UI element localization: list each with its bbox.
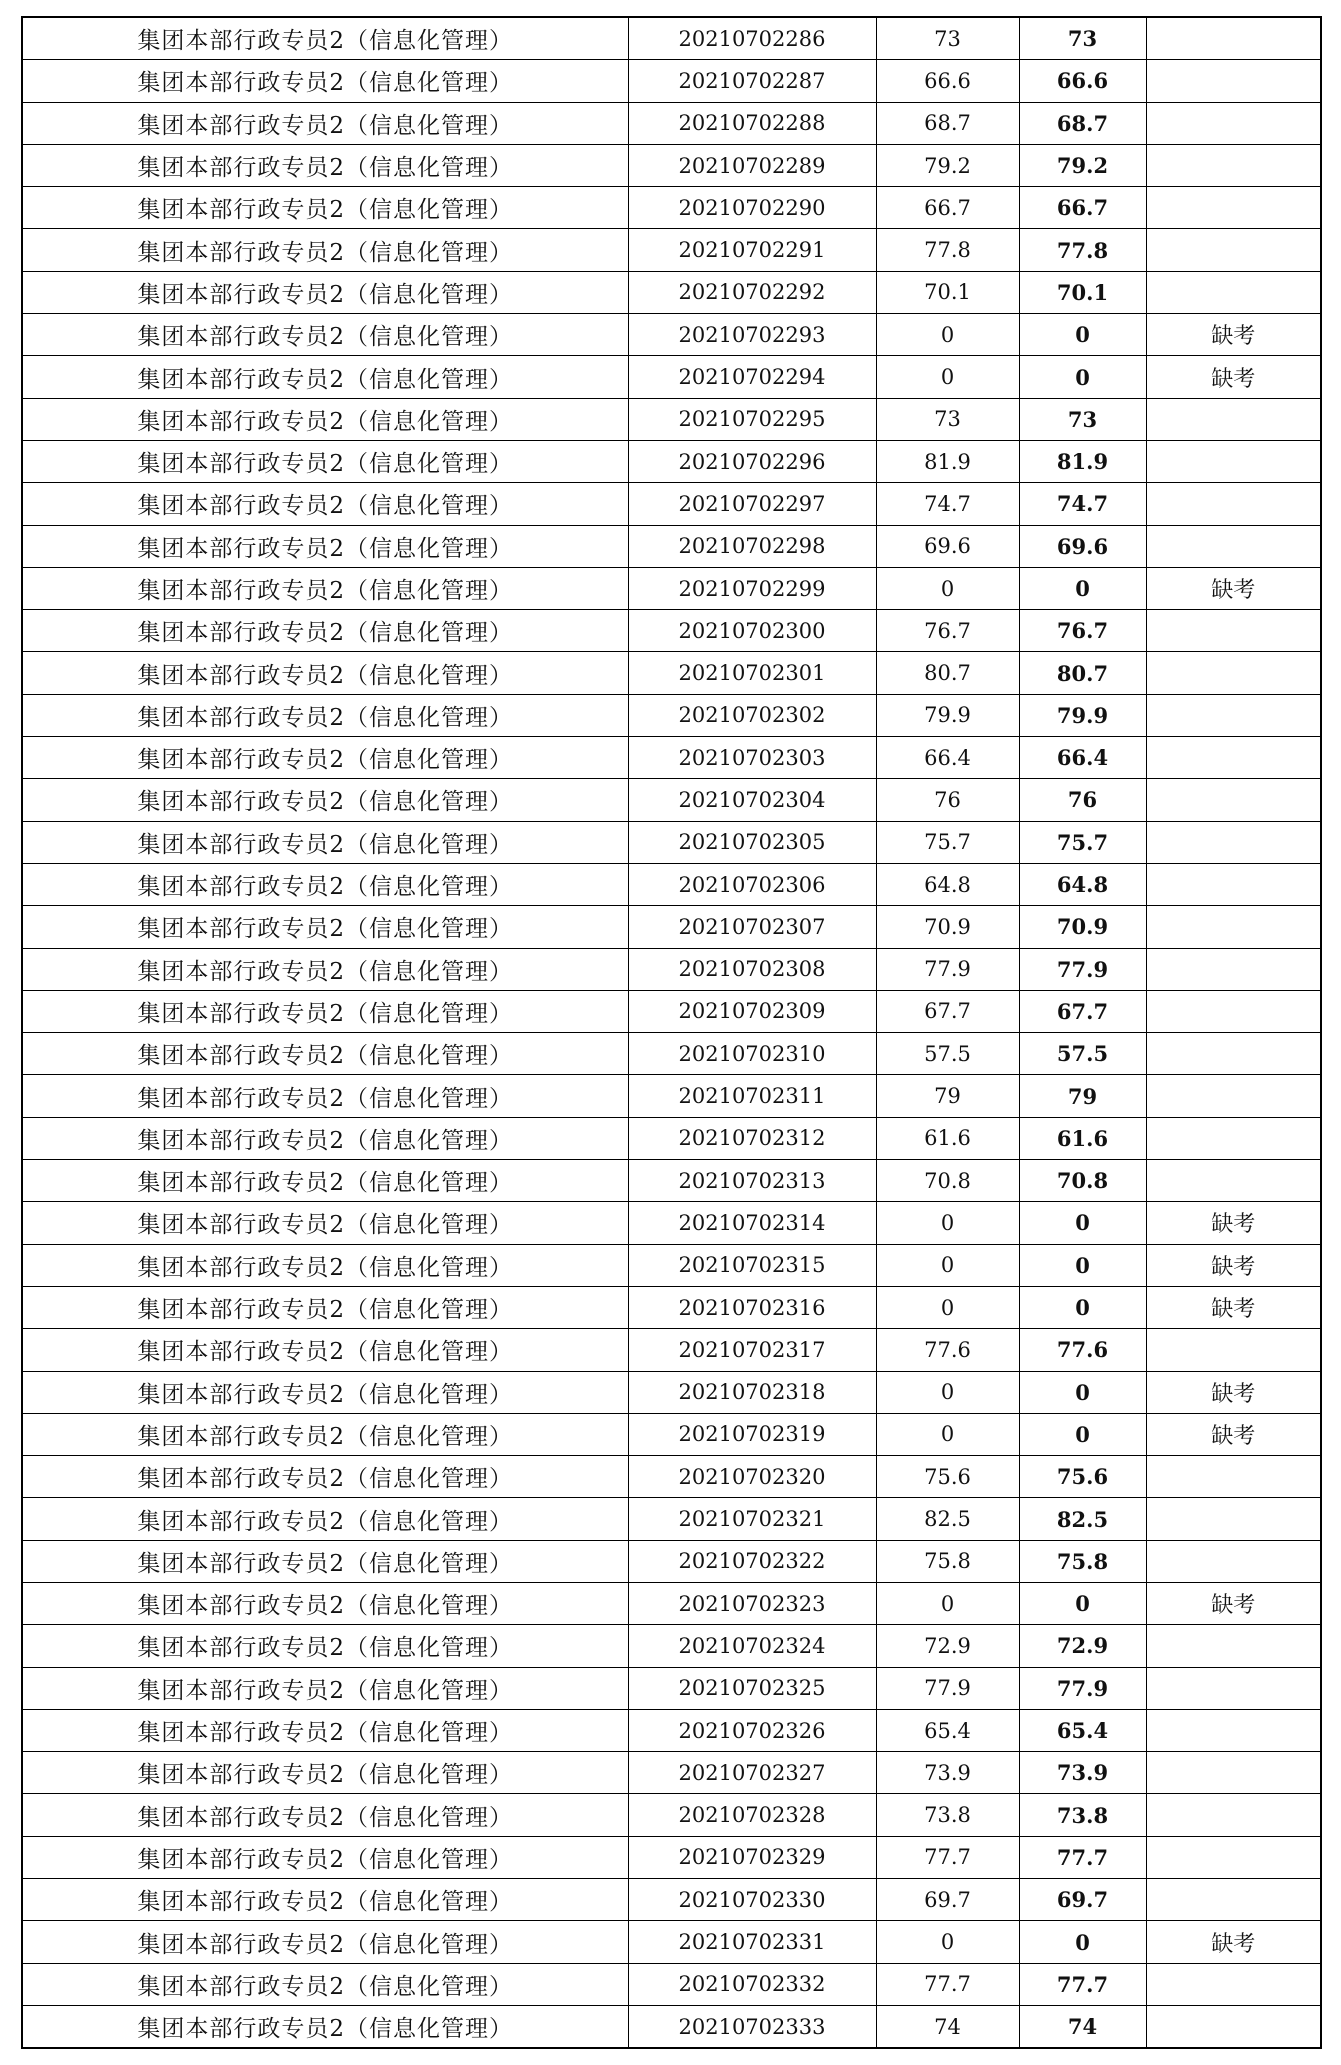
ticket-number-cell: 20210702322 — [628, 1540, 876, 1582]
position-cell: 集团本部行政专员2（信息化管理） — [22, 1879, 628, 1921]
note-cell: 缺考 — [1146, 1244, 1321, 1286]
ticket-number-cell: 20210702298 — [628, 525, 876, 567]
note-cell — [1146, 102, 1321, 144]
note-cell — [1146, 525, 1321, 567]
written-score-cell: 65.4 — [876, 1709, 1019, 1751]
table-row — [22, 1540, 1321, 1582]
total-score-cell: 73.9 — [1019, 1752, 1146, 1794]
total-score-cell: 66.6 — [1019, 60, 1146, 102]
ticket-number-cell: 20210702289 — [628, 144, 876, 186]
written-score-cell: 79.9 — [876, 694, 1019, 736]
written-score-cell: 68.7 — [876, 102, 1019, 144]
total-score-cell: 67.7 — [1019, 990, 1146, 1032]
written-score-cell: 77.6 — [876, 1329, 1019, 1371]
written-score-cell: 76 — [876, 779, 1019, 821]
ticket-number-cell: 20210702325 — [628, 1667, 876, 1709]
total-score-cell: 64.8 — [1019, 863, 1146, 905]
position-cell: 集团本部行政专员2（信息化管理） — [22, 483, 628, 525]
total-score-cell: 66.7 — [1019, 187, 1146, 229]
written-score-cell: 72.9 — [876, 1625, 1019, 1667]
position-cell: 集团本部行政专员2（信息化管理） — [22, 1582, 628, 1624]
position-cell: 集团本部行政专员2（信息化管理） — [22, 102, 628, 144]
note-cell — [1146, 694, 1321, 736]
total-score-cell: 69.7 — [1019, 1879, 1146, 1921]
total-score-cell: 73.8 — [1019, 1794, 1146, 1836]
written-score-cell: 70.1 — [876, 271, 1019, 313]
ticket-number-cell: 20210702308 — [628, 948, 876, 990]
written-score-cell: 79.2 — [876, 144, 1019, 186]
ticket-number-cell: 20210702303 — [628, 737, 876, 779]
table-row — [22, 948, 1321, 990]
position-cell: 集团本部行政专员2（信息化管理） — [22, 144, 628, 186]
total-score-cell: 0 — [1019, 1286, 1146, 1328]
written-score-cell: 76.7 — [876, 610, 1019, 652]
note-cell — [1146, 1836, 1321, 1878]
note-cell — [1146, 1329, 1321, 1371]
note-cell — [1146, 1498, 1321, 1540]
ticket-number-cell: 20210702329 — [628, 1836, 876, 1878]
total-score-cell: 57.5 — [1019, 1033, 1146, 1075]
ticket-number-cell: 20210702294 — [628, 356, 876, 398]
total-score-cell: 0 — [1019, 314, 1146, 356]
table-row — [22, 1836, 1321, 1878]
position-cell: 集团本部行政专员2（信息化管理） — [22, 314, 628, 356]
total-score-cell: 82.5 — [1019, 1498, 1146, 1540]
note-cell: 缺考 — [1146, 1286, 1321, 1328]
ticket-number-cell: 20210702288 — [628, 102, 876, 144]
note-cell — [1146, 906, 1321, 948]
position-cell: 集团本部行政专员2（信息化管理） — [22, 1033, 628, 1075]
note-cell: 缺考 — [1146, 567, 1321, 609]
ticket-number-cell: 20210702297 — [628, 483, 876, 525]
note-cell — [1146, 1160, 1321, 1202]
written-score-cell: 74 — [876, 2005, 1019, 2048]
written-score-cell: 75.7 — [876, 821, 1019, 863]
written-score-cell: 80.7 — [876, 652, 1019, 694]
ticket-number-cell: 20210702319 — [628, 1413, 876, 1455]
position-cell: 集团本部行政专员2（信息化管理） — [22, 356, 628, 398]
table-row — [22, 1794, 1321, 1836]
table-row — [22, 440, 1321, 482]
total-score-cell: 0 — [1019, 1244, 1146, 1286]
written-score-cell: 73 — [876, 17, 1019, 60]
ticket-number-cell: 20210702302 — [628, 694, 876, 736]
ticket-number-cell: 20210702304 — [628, 779, 876, 821]
ticket-number-cell: 20210702309 — [628, 990, 876, 1032]
note-cell: 缺考 — [1146, 356, 1321, 398]
note-cell — [1146, 1794, 1321, 1836]
note-cell — [1146, 1879, 1321, 1921]
table-row — [22, 60, 1321, 102]
ticket-number-cell: 20210702286 — [628, 17, 876, 60]
total-score-cell: 72.9 — [1019, 1625, 1146, 1667]
table-row — [22, 1329, 1321, 1371]
note-cell — [1146, 779, 1321, 821]
ticket-number-cell: 20210702299 — [628, 567, 876, 609]
written-score-cell: 0 — [876, 1244, 1019, 1286]
note-cell: 缺考 — [1146, 314, 1321, 356]
total-score-cell: 81.9 — [1019, 440, 1146, 482]
written-score-cell: 75.6 — [876, 1456, 1019, 1498]
total-score-cell: 0 — [1019, 567, 1146, 609]
ticket-number-cell: 20210702331 — [628, 1921, 876, 1963]
total-score-cell: 77.6 — [1019, 1329, 1146, 1371]
table-row — [22, 1371, 1321, 1413]
table-row — [22, 1879, 1321, 1921]
position-cell: 集团本部行政专员2（信息化管理） — [22, 948, 628, 990]
note-cell — [1146, 737, 1321, 779]
position-cell: 集团本部行政专员2（信息化管理） — [22, 567, 628, 609]
table-row — [22, 1456, 1321, 1498]
written-score-cell: 66.6 — [876, 60, 1019, 102]
note-cell: 缺考 — [1146, 1413, 1321, 1455]
written-score-cell: 82.5 — [876, 1498, 1019, 1540]
ticket-number-cell: 20210702326 — [628, 1709, 876, 1751]
written-score-cell: 0 — [876, 356, 1019, 398]
written-score-cell: 66.4 — [876, 737, 1019, 779]
written-score-cell: 73.9 — [876, 1752, 1019, 1794]
written-score-cell: 77.7 — [876, 1836, 1019, 1878]
position-cell: 集团本部行政专员2（信息化管理） — [22, 1794, 628, 1836]
table-row — [22, 1202, 1321, 1244]
total-score-cell: 0 — [1019, 356, 1146, 398]
note-cell — [1146, 187, 1321, 229]
ticket-number-cell: 20210702306 — [628, 863, 876, 905]
table-row — [22, 821, 1321, 863]
table-row — [22, 525, 1321, 567]
table-row — [22, 1752, 1321, 1794]
note-cell — [1146, 1667, 1321, 1709]
total-score-cell: 75.6 — [1019, 1456, 1146, 1498]
table-row — [22, 906, 1321, 948]
table-row — [22, 737, 1321, 779]
table-row — [22, 1625, 1321, 1667]
position-cell: 集团本部行政专员2（信息化管理） — [22, 1836, 628, 1878]
written-score-cell: 74.7 — [876, 483, 1019, 525]
position-cell: 集团本部行政专员2（信息化管理） — [22, 1371, 628, 1413]
note-cell — [1146, 990, 1321, 1032]
table-row — [22, 271, 1321, 313]
table-row — [22, 187, 1321, 229]
total-score-cell: 70.8 — [1019, 1160, 1146, 1202]
position-cell: 集团本部行政专员2（信息化管理） — [22, 694, 628, 736]
note-cell — [1146, 1625, 1321, 1667]
ticket-number-cell: 20210702320 — [628, 1456, 876, 1498]
ticket-number-cell: 20210702292 — [628, 271, 876, 313]
table-row — [22, 314, 1321, 356]
note-cell — [1146, 1456, 1321, 1498]
written-score-cell: 0 — [876, 314, 1019, 356]
table-row — [22, 1582, 1321, 1624]
ticket-number-cell: 20210702330 — [628, 1879, 876, 1921]
ticket-number-cell: 20210702313 — [628, 1160, 876, 1202]
position-cell: 集团本部行政专员2（信息化管理） — [22, 906, 628, 948]
total-score-cell: 73 — [1019, 17, 1146, 60]
note-cell — [1146, 144, 1321, 186]
written-score-cell: 0 — [876, 1286, 1019, 1328]
note-cell — [1146, 440, 1321, 482]
table-row — [22, 567, 1321, 609]
ticket-number-cell: 20210702316 — [628, 1286, 876, 1328]
position-cell: 集团本部行政专员2（信息化管理） — [22, 821, 628, 863]
note-cell — [1146, 17, 1321, 60]
note-cell: 缺考 — [1146, 1582, 1321, 1624]
written-score-cell: 73.8 — [876, 1794, 1019, 1836]
ticket-number-cell: 20210702305 — [628, 821, 876, 863]
written-score-cell: 69.7 — [876, 1879, 1019, 1921]
total-score-cell: 79 — [1019, 1075, 1146, 1117]
table-row — [22, 863, 1321, 905]
position-cell: 集团本部行政专员2（信息化管理） — [22, 990, 628, 1032]
note-cell — [1146, 1540, 1321, 1582]
position-cell: 集团本部行政专员2（信息化管理） — [22, 1456, 628, 1498]
table-row — [22, 610, 1321, 652]
note-cell — [1146, 821, 1321, 863]
table-row — [22, 652, 1321, 694]
written-score-cell: 57.5 — [876, 1033, 1019, 1075]
position-cell: 集团本部行政专员2（信息化管理） — [22, 1286, 628, 1328]
note-cell — [1146, 610, 1321, 652]
total-score-cell: 74 — [1019, 2005, 1146, 2048]
position-cell: 集团本部行政专员2（信息化管理） — [22, 1752, 628, 1794]
written-score-cell: 66.7 — [876, 187, 1019, 229]
table-row — [22, 694, 1321, 736]
table-row — [22, 1244, 1321, 1286]
total-score-cell: 0 — [1019, 1921, 1146, 1963]
ticket-number-cell: 20210702311 — [628, 1075, 876, 1117]
table-row — [22, 1117, 1321, 1159]
position-cell: 集团本部行政专员2（信息化管理） — [22, 779, 628, 821]
total-score-cell: 75.7 — [1019, 821, 1146, 863]
note-cell — [1146, 1033, 1321, 1075]
written-score-cell: 73 — [876, 398, 1019, 440]
table-row — [22, 1160, 1321, 1202]
table-row — [22, 1413, 1321, 1455]
position-cell: 集团本部行政专员2（信息化管理） — [22, 2005, 628, 2048]
table-row — [22, 144, 1321, 186]
position-cell: 集团本部行政专员2（信息化管理） — [22, 1921, 628, 1963]
note-cell — [1146, 229, 1321, 271]
position-cell: 集团本部行政专员2（信息化管理） — [22, 187, 628, 229]
written-score-cell: 0 — [876, 1202, 1019, 1244]
ticket-number-cell: 20210702317 — [628, 1329, 876, 1371]
position-cell: 集团本部行政专员2（信息化管理） — [22, 1117, 628, 1159]
ticket-number-cell: 20210702310 — [628, 1033, 876, 1075]
note-cell — [1146, 948, 1321, 990]
ticket-number-cell: 20210702290 — [628, 187, 876, 229]
written-score-cell: 75.8 — [876, 1540, 1019, 1582]
ticket-number-cell: 20210702301 — [628, 652, 876, 694]
written-score-cell: 0 — [876, 1582, 1019, 1624]
position-cell: 集团本部行政专员2（信息化管理） — [22, 1413, 628, 1455]
total-score-cell: 0 — [1019, 1582, 1146, 1624]
ticket-number-cell: 20210702332 — [628, 1963, 876, 2005]
note-cell — [1146, 863, 1321, 905]
total-score-cell: 76 — [1019, 779, 1146, 821]
written-score-cell: 0 — [876, 1921, 1019, 1963]
total-score-cell: 77.7 — [1019, 1963, 1146, 2005]
total-score-cell: 76.7 — [1019, 610, 1146, 652]
note-cell: 缺考 — [1146, 1921, 1321, 1963]
note-cell — [1146, 483, 1321, 525]
total-score-cell: 0 — [1019, 1202, 1146, 1244]
position-cell: 集团本部行政专员2（信息化管理） — [22, 610, 628, 652]
position-cell: 集团本部行政专员2（信息化管理） — [22, 271, 628, 313]
total-score-cell: 69.6 — [1019, 525, 1146, 567]
table-row — [22, 1075, 1321, 1117]
position-cell: 集团本部行政专员2（信息化管理） — [22, 525, 628, 567]
table-row — [22, 779, 1321, 821]
written-score-cell: 64.8 — [876, 863, 1019, 905]
ticket-number-cell: 20210702291 — [628, 229, 876, 271]
note-cell — [1146, 60, 1321, 102]
written-score-cell: 77.9 — [876, 1667, 1019, 1709]
total-score-cell: 0 — [1019, 1413, 1146, 1455]
position-cell: 集团本部行政专员2（信息化管理） — [22, 1075, 628, 1117]
position-cell: 集团本部行政专员2（信息化管理） — [22, 1625, 628, 1667]
ticket-number-cell: 20210702314 — [628, 1202, 876, 1244]
note-cell: 缺考 — [1146, 1371, 1321, 1413]
table-row — [22, 17, 1321, 60]
ticket-number-cell: 20210702315 — [628, 1244, 876, 1286]
written-score-cell: 67.7 — [876, 990, 1019, 1032]
position-cell: 集团本部行政专员2（信息化管理） — [22, 440, 628, 482]
position-cell: 集团本部行政专员2（信息化管理） — [22, 1498, 628, 1540]
ticket-number-cell: 20210702327 — [628, 1752, 876, 1794]
position-cell: 集团本部行政专员2（信息化管理） — [22, 1244, 628, 1286]
written-score-cell: 70.8 — [876, 1160, 1019, 1202]
table-row — [22, 1286, 1321, 1328]
ticket-number-cell: 20210702296 — [628, 440, 876, 482]
position-cell: 集团本部行政专员2（信息化管理） — [22, 863, 628, 905]
written-score-cell: 77.8 — [876, 229, 1019, 271]
total-score-cell: 80.7 — [1019, 652, 1146, 694]
position-cell: 集团本部行政专员2（信息化管理） — [22, 1160, 628, 1202]
written-score-cell: 69.6 — [876, 525, 1019, 567]
position-cell: 集团本部行政专员2（信息化管理） — [22, 1667, 628, 1709]
written-score-cell: 70.9 — [876, 906, 1019, 948]
total-score-cell: 79.2 — [1019, 144, 1146, 186]
table-row — [22, 229, 1321, 271]
total-score-cell: 70.9 — [1019, 906, 1146, 948]
ticket-number-cell: 20210702293 — [628, 314, 876, 356]
position-cell: 集团本部行政专员2（信息化管理） — [22, 1963, 628, 2005]
total-score-cell: 79.9 — [1019, 694, 1146, 736]
table-row — [22, 1709, 1321, 1751]
written-score-cell: 0 — [876, 1371, 1019, 1413]
total-score-cell: 74.7 — [1019, 483, 1146, 525]
ticket-number-cell: 20210702323 — [628, 1582, 876, 1624]
written-score-cell: 61.6 — [876, 1117, 1019, 1159]
table-row — [22, 1498, 1321, 1540]
position-cell: 集团本部行政专员2（信息化管理） — [22, 1540, 628, 1582]
note-cell — [1146, 398, 1321, 440]
ticket-number-cell: 20210702318 — [628, 1371, 876, 1413]
note-cell — [1146, 1752, 1321, 1794]
total-score-cell: 75.8 — [1019, 1540, 1146, 1582]
ticket-number-cell: 20210702307 — [628, 906, 876, 948]
written-score-cell: 0 — [876, 567, 1019, 609]
position-cell: 集团本部行政专员2（信息化管理） — [22, 60, 628, 102]
note-cell — [1146, 1709, 1321, 1751]
note-cell — [1146, 2005, 1321, 2048]
ticket-number-cell: 20210702300 — [628, 610, 876, 652]
table-row — [22, 1033, 1321, 1075]
written-score-cell: 81.9 — [876, 440, 1019, 482]
position-cell: 集团本部行政专员2（信息化管理） — [22, 1202, 628, 1244]
total-score-cell: 70.1 — [1019, 271, 1146, 313]
written-score-cell: 79 — [876, 1075, 1019, 1117]
position-cell: 集团本部行政专员2（信息化管理） — [22, 229, 628, 271]
total-score-cell: 77.8 — [1019, 229, 1146, 271]
written-score-cell: 77.7 — [876, 1963, 1019, 2005]
note-cell — [1146, 1963, 1321, 2005]
note-cell — [1146, 271, 1321, 313]
total-score-cell: 68.7 — [1019, 102, 1146, 144]
position-cell: 集团本部行政专员2（信息化管理） — [22, 398, 628, 440]
position-cell: 集团本部行政专员2（信息化管理） — [22, 17, 628, 60]
total-score-cell: 77.9 — [1019, 948, 1146, 990]
written-score-cell: 77.9 — [876, 948, 1019, 990]
total-score-cell: 73 — [1019, 398, 1146, 440]
table-row — [22, 1667, 1321, 1709]
ticket-number-cell: 20210702312 — [628, 1117, 876, 1159]
table-row — [22, 102, 1321, 144]
ticket-number-cell: 20210702321 — [628, 1498, 876, 1540]
total-score-cell: 65.4 — [1019, 1709, 1146, 1751]
total-score-cell: 66.4 — [1019, 737, 1146, 779]
ticket-number-cell: 20210702333 — [628, 2005, 876, 2048]
written-score-cell: 0 — [876, 1413, 1019, 1455]
position-cell: 集团本部行政专员2（信息化管理） — [22, 737, 628, 779]
ticket-number-cell: 20210702287 — [628, 60, 876, 102]
table-row — [22, 398, 1321, 440]
score-table — [21, 16, 1322, 2049]
table-row — [22, 2005, 1321, 2048]
total-score-cell: 77.9 — [1019, 1667, 1146, 1709]
note-cell: 缺考 — [1146, 1202, 1321, 1244]
position-cell: 集团本部行政专员2（信息化管理） — [22, 652, 628, 694]
table-row — [22, 483, 1321, 525]
ticket-number-cell: 20210702328 — [628, 1794, 876, 1836]
note-cell — [1146, 1117, 1321, 1159]
total-score-cell: 0 — [1019, 1371, 1146, 1413]
total-score-cell: 61.6 — [1019, 1117, 1146, 1159]
table-row — [22, 1963, 1321, 2005]
table-row — [22, 1921, 1321, 1963]
position-cell: 集团本部行政专员2（信息化管理） — [22, 1329, 628, 1371]
ticket-number-cell: 20210702324 — [628, 1625, 876, 1667]
note-cell — [1146, 1075, 1321, 1117]
total-score-cell: 77.7 — [1019, 1836, 1146, 1878]
ticket-number-cell: 20210702295 — [628, 398, 876, 440]
table-row — [22, 990, 1321, 1032]
score-table-body — [22, 17, 1321, 2048]
position-cell: 集团本部行政专员2（信息化管理） — [22, 1709, 628, 1751]
note-cell — [1146, 652, 1321, 694]
table-row — [22, 356, 1321, 398]
